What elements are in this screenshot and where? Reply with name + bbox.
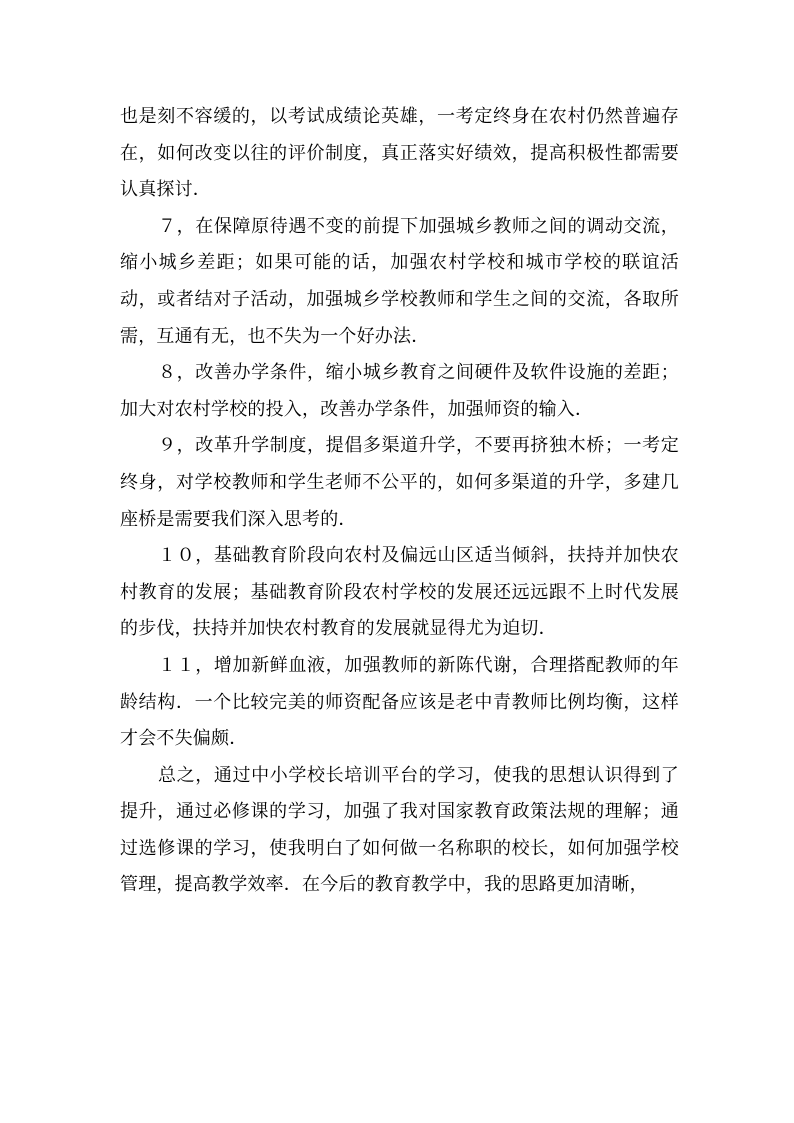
paragraph-item-11: １１，增加新鲜血液，加强教师的新陈代谢，合理搭配教师的年龄结构．一个比较完美的师资配备应该是老中青教师比例均衡，这样才会不失偏颇． — [120, 654, 679, 750]
paragraph-item-9: ９，改革升学制度，提倡多渠道升学，不要再挤独木桥；一考定终身，对学校教师和学生老师不公平的，如何多渠道的升学，多建几座桥是需要我们深入思考的． — [120, 435, 679, 530]
paragraph-summary: 总之，通过中小学校长培训平台的学习，使我的思想认识得到了提升，通过必修课的学习，加强了我对国家教育政策法规的理解；通过选修课的学习，使我明白了如何做一名称职的校长，如何加强学校管理，提高教学效率．在今后的教育教学中，我的思路更加清晰， — [120, 764, 679, 896]
paragraph-item-10: １０，基础教育阶段向农村及偏远山区适当倾斜，扶持并加快农村教育的发展；基础教育阶段农村学校的发展还远远跟不上时代发展的步伐，扶持并加快农村教育的发展就显得尤为迫切． — [120, 545, 679, 640]
paragraph-continuation: 也是刻不容缓的，以考试成绩论英雄，一考定终身在农村仍然普遍存在，如何改变以往的评价制度，真正落实好绩效，提高积极性都需要认真探讨． — [120, 106, 679, 201]
paragraph-item-8: ８，改善办学条件，缩小城乡教育之间硬件及软件设施的差距；加大对农村学校的投入，改善办学条件，加强师资的输入． — [120, 362, 679, 420]
paragraph-item-7: ７，在保障原待遇不变的前提下加强城乡教师之间的调动交流，缩小城乡差距；如果可能的话，加强农村学校和城市学校的联谊活动，或者结对子活动，加强城乡学校教师和学生之间的交流，各取所需，互通有无，也不失为一个好办法． — [120, 215, 679, 347]
